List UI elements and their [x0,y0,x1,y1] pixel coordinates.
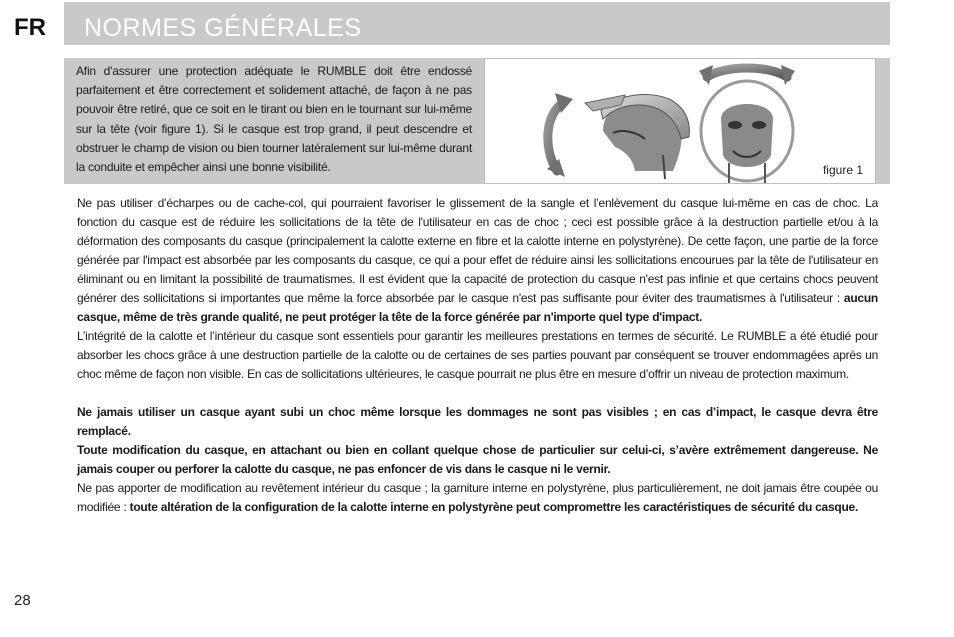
paragraph-lining [77,479,878,517]
helmet-illustration [485,59,877,185]
tilt-arrow-icon [547,93,573,177]
section-header-bar [64,2,890,45]
paragraph-impact [77,194,878,327]
intro-paragraph: Afin d'assurer une protection adéquate le RUMBLE doit être endossé parfaitement et être correctement et solidement attaché, de façon à ne pas pouvoir être retiré, que ce soit en le tirant ou bien en le tournant sur lui-même sur la tête (voir figure 1). Si le casque est trop grand, il peut descendre et obstruer le champ de vision ou bien tourner latéralement sur lui-même durant la conduite et empêcher ainsi une bonne visibilité. [76,64,472,175]
section-title: NORMES GÉNÉRALES [84,14,362,42]
figure-panel [484,58,876,184]
paragraph-impact-warning: aucun casque, même de très grande qualité, ne peut protéger la tête de la force générée par n'importe quel type d'impact. [77,291,878,324]
figure-caption: figure 1 [822,163,863,177]
paragraph-impact-text: Ne pas utiliser d’écharpes ou de cache-col, qui pourraient favoriser le glissement de la sangle et l’enlèvement du casque lui-même en cas de choc. La fonction du casque est de réduire les sollicitations de la tête de l'utilisateur en cas de choc ; ceci est possible grâce à la destruction partielle et/ou à la déformation des composants du casque (principalement la calotte externe en fibre et la calotte interne en polystyrène). De cette façon, une partie de la force générée par l'impact est absorbée par les composants du casque, ce qui a pour effet de réduire ainsi les sollicitations encourues par la tête de l'utilisateur en éliminant ou en limitant la possibilité de traumatismes. Il est évident que la capacité de protection du casque n'est pas infinie et que certains chocs peuvent générer des sollicitations si importantes que même la force absorbée par le casque n'est pas suffisante pour éviter des traumatismes à l'utilisateur : [77,196,878,305]
paragraph-lining-text: Ne pas apporter de modification au revêtement intérieur du casque ; la garniture interne en polystyrène, plus particulièrement, ne doit jamais être coupée ou modifiée : [77,481,878,514]
side-helmet-icon [585,95,689,179]
modification-warning: Toute modification du casque, en attachant ou bien en collant quelque chose de particulier sur celui-ci, s’avère extrêmement dangereuse. Ne jamais couper ou perforer la calotte du casque, ne pas enfoncer de vis dans le casque ni le vernir. [77,443,878,476]
body-text [77,194,878,517]
never-reuse-warning: Ne jamais utiliser un casque ayant subi un choc même lorsque les dommages ne sont pas visibles ; en cas d’impact, le casque devra être remplacé. [77,405,878,438]
paragraph-spacer [77,384,878,403]
paragraph-never-reuse [77,403,878,441]
paragraph-lining-warning: toute altération de la configuration de la calotte interne en polystyrène peut compromettre les caractéristiques de sécurité du casque. [129,500,859,514]
page-number: 28 [14,592,31,609]
paragraph-modification [77,441,878,479]
front-helmet-icon [701,81,793,183]
paragraph-integrity: L’intégrité de la calotte et l’intérieur du casque sont essentiels pour garantir les meilleures prestations en termes de sécurité. Le RUMBLE a été étudié pour absorber les chocs grâce à une destruction partielle de la calotte ou de certaines de ses parties pouvant par conséquent se trouver endommagées après un choc même de façon non visible. En cas de sollicitations ultérieures, le casque pourrait ne plus être en mesure d’offrir un niveau de protection maximum. [77,329,878,381]
intro-box [64,58,890,184]
language-tag: FR [14,14,46,41]
